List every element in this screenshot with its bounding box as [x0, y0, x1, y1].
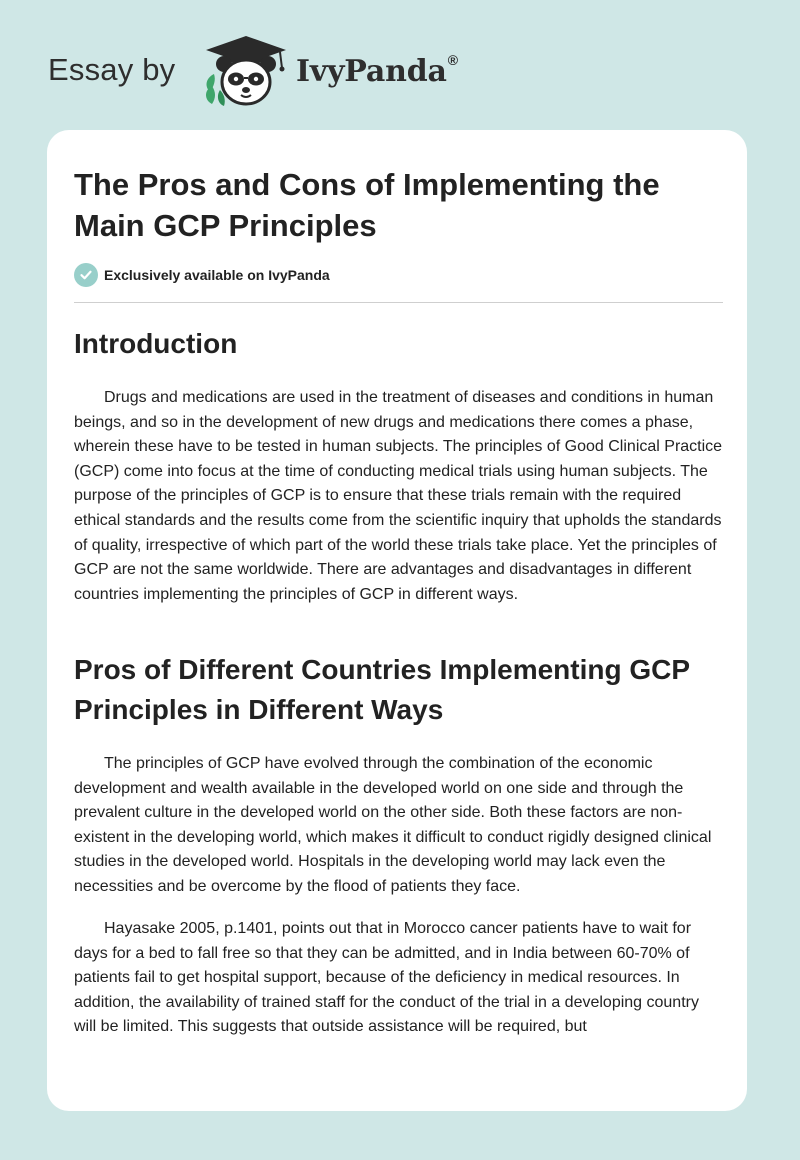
paragraph-pros-2: Hayasake 2005, p.1401, points out that in Morocco cancer patients have to wait for days for a bed to fall free so that they can be admitted, and in India between 60-70% of patients fail to get hospital support, because of the deficiency in medical resources. In addition, the availability of trained staff for the conduct of the trial in a developing country will be limited. This suggests that outside assistance will be required, but [74, 920, 699, 1036]
essay-card [47, 130, 747, 1111]
brand-name[interactable] [296, 54, 458, 89]
paragraph-pros-1: The principles of GCP have evolved through the combination of the economic development and wealth available in the developed world on one side and through the prevalent culture in the developed world on the other side. Both these factors are non-existent in the developing world, which makes it difficult to conduct rigidly designed clinical studies in the developed world. Hospitals in the developing world may lack even the necessities and be overcome by the flood of patients they face. [74, 755, 712, 895]
section-heading-pros: Pros of Different Countries Implementing GCP Principles in Different Ways [74, 654, 690, 725]
essay-by-label: Essay by [48, 52, 176, 87]
registered-mark: ® [447, 52, 458, 68]
site-header [48, 34, 508, 110]
panda-graduate-icon[interactable] [200, 34, 292, 110]
section-heading-introduction: Introduction [74, 328, 238, 359]
checkmark-icon [74, 263, 98, 287]
paragraph-introduction: Drugs and medications are used in the treatment of diseases and conditions in human beings, and so in the development of new drugs and medications there comes a phase, wherein these have to be tested in human subjects. The principles of Good Clinical Practice (GCP) come into focus at the time of conducting medical trials using human subjects. The purpose of the principles of GCP is to ensure that these trials remain with the required ethical standards and the results come from the scientific inquiry that upholds the standards of quality, irrespective of which part of the world these trials take place. Yet the principles of GCP are not the same worldwide. There are advantages and disadvantages in different countries implementing the principles of GCP in different ways. [74, 389, 723, 603]
divider [74, 302, 723, 303]
brand-text: IvyPanda [296, 54, 447, 89]
page-title: The Pros and Cons of Implementing the Main GCP Principles [74, 167, 660, 243]
exclusive-badge [74, 263, 330, 287]
exclusive-badge-text: Exclusively available on IvyPanda [104, 267, 330, 283]
